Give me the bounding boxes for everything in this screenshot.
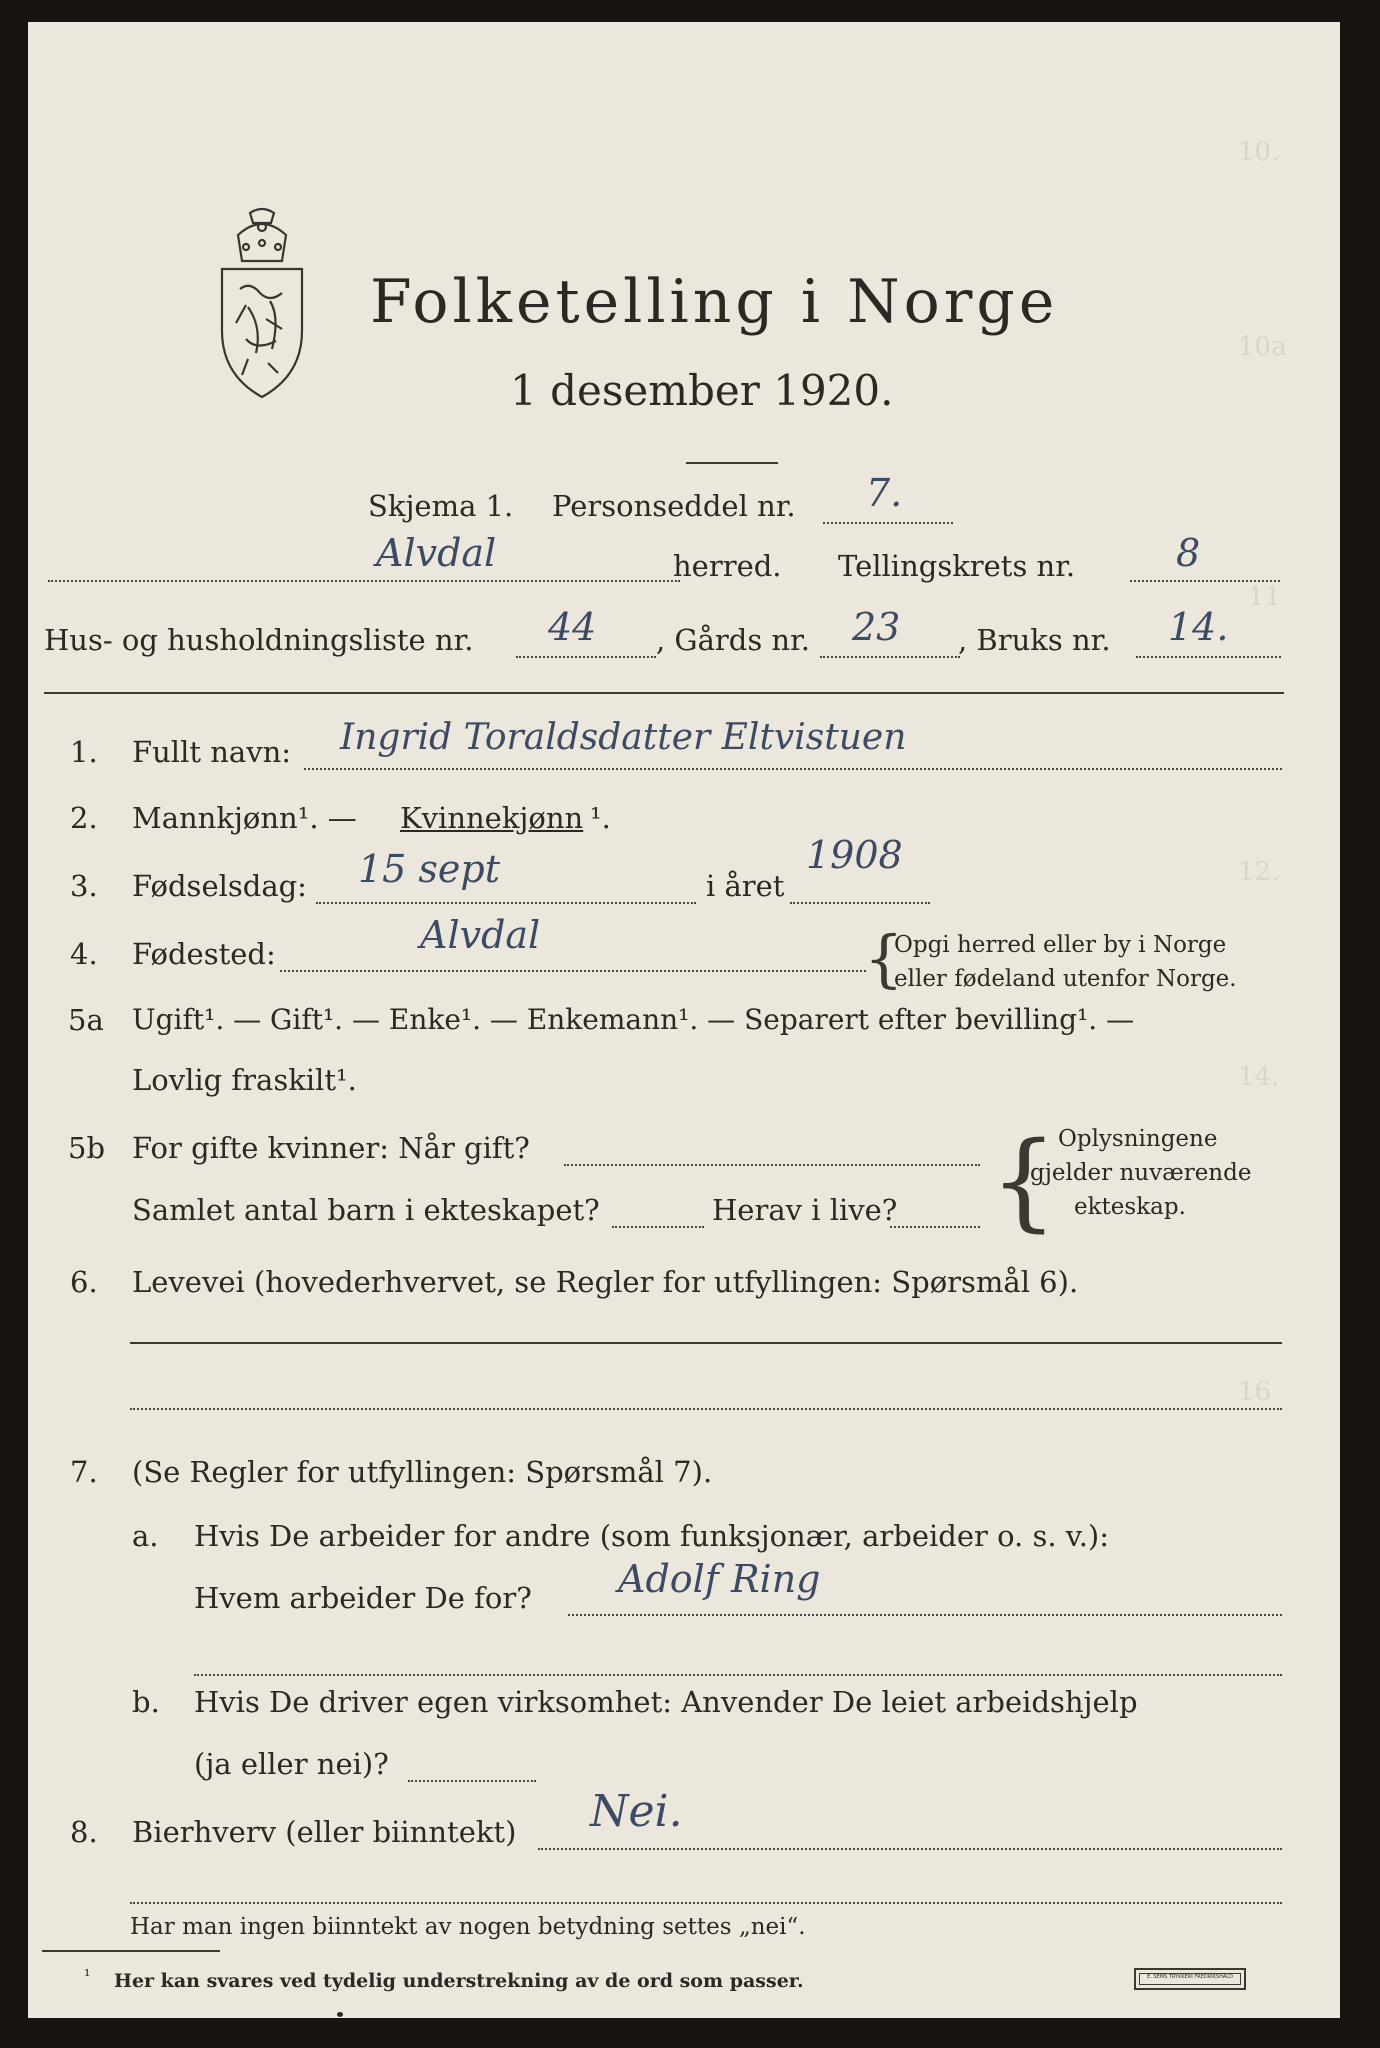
ink-dot (337, 2012, 343, 2017)
bruks-value: 14. (1168, 605, 1229, 649)
bleed-through-text: 10. (1238, 137, 1280, 167)
header-separator (44, 692, 1284, 694)
gards-label: , Gårds nr. (656, 623, 810, 657)
bleed-through-text: 11 (1248, 582, 1282, 612)
q3-year-label: i året (706, 869, 785, 903)
q7b-line2: (ja eller nei)? (194, 1747, 389, 1781)
q5b-line2: Samlet antal barn i ekteskapet? (132, 1193, 600, 1227)
printer-stamp (1134, 1968, 1246, 1990)
q2-label-male: Mannkjønn¹. — (132, 801, 357, 835)
bleed-through-text: 16 (1238, 1377, 1272, 1407)
tellingskrets-field-line (1130, 580, 1280, 582)
q2-label-female: Kvinnekjønn (400, 801, 584, 835)
q1-value: Ingrid Toraldsdatter Eltvistuen (340, 717, 907, 758)
q8-number: 8. (70, 1815, 98, 1849)
schema-label: Skjema 1. (368, 489, 514, 523)
q8-field-line (538, 1848, 1282, 1850)
bleed-through-text: 14. (1238, 1062, 1280, 1092)
q5b-alive-field-line (890, 1226, 980, 1228)
hus-label: Hus- og husholdningsliste nr. (44, 623, 474, 657)
q7-label: (Se Regler for utfyllingen: Spørsmål 7). (132, 1455, 713, 1489)
footnote-text: Her kan svares ved tydelig understrekning av de ord som passer. (114, 1970, 804, 1992)
q7a-value: Adolf Ring (618, 1557, 821, 1601)
printer-stamp-text: E. SEMS TRYKKERI FREDRIKSHALD (1139, 1973, 1241, 1985)
q6-label: Levevei (hovederhvervet, se Regler for utfyllingen: Spørsmål 6). (132, 1265, 1079, 1299)
q4-value: Alvdal (420, 913, 541, 957)
q6-answer-line-1 (130, 1342, 1282, 1344)
herred-label: herred. (673, 549, 782, 583)
q1-label: Fullt navn: (132, 735, 292, 769)
q5b-note-3: ekteskap. (1074, 1194, 1186, 1220)
q5b-brace: { (990, 1119, 1058, 1242)
bleed-through-text: 10a (1238, 332, 1287, 362)
q1-number: 1. (70, 735, 98, 769)
q3-field-line (316, 902, 696, 904)
q4-note-1: Opgi herred eller by i Norge (894, 932, 1227, 958)
q5b-note-2: gjelder nuværende (1030, 1160, 1252, 1186)
bleed-through-text: 12. (1238, 857, 1280, 887)
gards-field-line (820, 656, 960, 658)
form-title: Folketelling i Norge (370, 267, 1059, 337)
q8-answer-line-2 (130, 1902, 1282, 1904)
footnote-mark: ¹ (84, 1966, 91, 1985)
q5a-line1: Ugift¹. — Gift¹. — Enke¹. — Enkemann¹. — Separert efter bevilling¹. — (132, 1003, 1135, 1036)
q5b-alive-label: Herav i live? (712, 1193, 898, 1227)
q7b-line1: Hvis De driver egen virksomhet: Anvender De leiet arbeidshjelp (194, 1685, 1138, 1719)
herred-value: Alvdal (376, 531, 497, 575)
gards-value: 23 (852, 605, 901, 649)
tellingskrets-label: Tellingskrets nr. (838, 549, 1076, 583)
q3-year-field-line (790, 902, 930, 904)
q4-note-2: eller fødeland utenfor Norge. (894, 966, 1237, 992)
q7a-line2: Hvem arbeider De for? (194, 1581, 532, 1615)
q3-year-value: 1908 (806, 833, 903, 877)
q3-number: 3. (70, 869, 98, 903)
census-form-sheet (28, 22, 1340, 2018)
q7b-field-line (408, 1780, 536, 1782)
q5b-number: 5b (68, 1131, 106, 1165)
personseddel-field-line (823, 522, 953, 524)
q4-field-line (280, 970, 866, 972)
q7a-answer-line-2 (194, 1674, 1282, 1676)
q5a-number: 5a (68, 1003, 104, 1037)
q4-label: Fødested: (132, 937, 276, 971)
q5b-children-field-line (612, 1226, 704, 1228)
q6-answer-line-2 (130, 1408, 1282, 1410)
q2-number: 2. (70, 801, 98, 835)
q7a-number: a. (132, 1519, 159, 1553)
norwegian-coat-of-arms-icon (210, 205, 314, 405)
q7a-field-line (568, 1614, 1282, 1616)
footnote-separator (42, 1950, 220, 1952)
q5b-married-field-line (564, 1164, 980, 1166)
q7b-number: b. (132, 1685, 160, 1719)
q1-field-line (304, 768, 1282, 770)
q5b-note-1: Oplysningene (1058, 1126, 1218, 1152)
q7a-line1: Hvis De arbeider for andre (som funksjonær, arbeider o. s. v.): (194, 1519, 1110, 1553)
q8-value: Nei. (590, 1786, 683, 1837)
q3-value: 15 sept (358, 847, 501, 891)
q5b-line1: For gifte kvinner: Når gift? (132, 1131, 530, 1165)
q4-number: 4. (70, 937, 98, 971)
q5a-line2: Lovlig fraskilt¹. (132, 1063, 357, 1097)
q2-sup: ¹. (590, 801, 611, 835)
bruks-field-line (1136, 656, 1281, 658)
q6-number: 6. (70, 1265, 98, 1299)
footer-note: Har man ingen biinntekt av nogen betydning settes „nei“. (130, 1914, 806, 1940)
tellingskrets-value: 8 (1176, 531, 1201, 575)
census-date: 1 desember 1920. (510, 366, 894, 415)
personseddel-label: Personseddel nr. (552, 489, 796, 523)
q8-label: Bierhverv (eller biinntekt) (132, 1815, 517, 1849)
title-divider (686, 462, 778, 464)
q3-label: Fødselsdag: (132, 869, 307, 903)
personseddel-value: 7. (866, 471, 903, 515)
herred-field-line (48, 580, 680, 582)
q7-number: 7. (70, 1455, 98, 1489)
bruks-label: , Bruks nr. (958, 623, 1111, 657)
hus-field-line (516, 656, 656, 658)
hus-value: 44 (548, 605, 597, 649)
q4-brace: { (864, 922, 904, 995)
